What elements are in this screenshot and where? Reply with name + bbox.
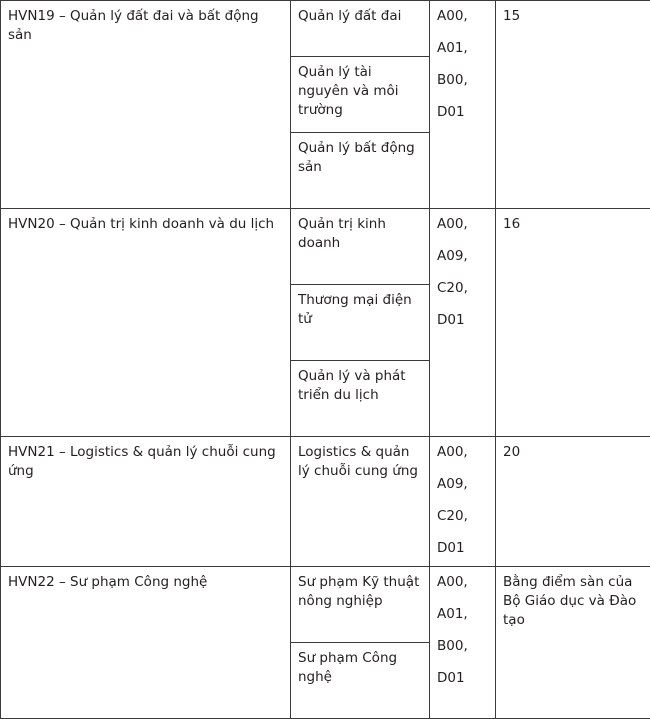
exam-block: A00, <box>437 443 488 462</box>
program-code-cell <box>1 1 291 209</box>
major-item: Sư phạm Công nghệ <box>291 642 429 718</box>
major-list-cell <box>291 209 430 437</box>
exam-block: B00, <box>437 637 488 656</box>
exam-block: C20, <box>437 279 488 298</box>
exam-blocks-cell <box>430 1 496 209</box>
exam-block: A00, <box>437 215 488 234</box>
major-item: Quản lý tài nguyên và môi trường <box>291 57 429 133</box>
major-item: Quản trị kinh doanh <box>291 209 429 285</box>
table-row <box>1 1 650 209</box>
quota-note-cell: Bằng điểm sàn của Bộ Giáo dục và Đào tạo <box>496 566 650 718</box>
major-list-cell <box>291 566 430 718</box>
major-item: Sư phạm Kỹ thuật nông nghiệp <box>291 567 429 643</box>
major-item: Thương mại điện tử <box>291 285 429 361</box>
program-code-text: HVN19 – Quản lý đất đai và bất động sản <box>8 8 259 43</box>
quota-note-cell: 20 <box>496 437 650 567</box>
exam-block: A09, <box>437 475 488 494</box>
major-item: Logistics & quản lý chuỗi cung ứng <box>291 437 429 488</box>
table-row <box>1 566 650 718</box>
major-item: Quản lý đất đai <box>291 1 429 57</box>
exam-block: D01 <box>437 539 488 558</box>
quota-note-cell: 15 <box>496 1 650 209</box>
exam-blocks-cell <box>430 437 496 567</box>
exam-block: D01 <box>437 311 488 330</box>
major-item: Quản lý bất động sản <box>291 133 429 209</box>
major-list-cell <box>291 1 430 209</box>
exam-blocks-cell <box>430 209 496 437</box>
exam-block: B00, <box>437 71 488 90</box>
major-list-cell <box>291 437 430 567</box>
exam-block: A01, <box>437 605 488 624</box>
program-code-text: HVN21 – Logistics & quản lý chuỗi cung ứng <box>8 444 276 479</box>
exam-block: A00, <box>437 573 488 592</box>
major-sublist <box>291 1 429 208</box>
program-code-cell <box>1 566 291 718</box>
major-sublist <box>291 567 429 718</box>
exam-block: C20, <box>437 507 488 526</box>
program-code-text: HVN20 – Quản trị kinh doanh và du lịch <box>8 216 274 232</box>
exam-block: D01 <box>437 103 488 122</box>
major-sublist <box>291 209 429 436</box>
program-code-cell <box>1 437 291 567</box>
major-sublist <box>291 437 429 488</box>
major-item: Quản lý và phát triển du lịch <box>291 361 429 437</box>
program-code-text: HVN22 – Sư phạm Công nghệ <box>8 574 207 590</box>
exam-block: A00, <box>437 7 488 26</box>
exam-blocks-cell <box>430 566 496 718</box>
table-row <box>1 437 650 567</box>
table-row <box>1 209 650 437</box>
program-code-cell <box>1 209 291 437</box>
exam-block: D01 <box>437 669 488 688</box>
exam-block: A01, <box>437 39 488 58</box>
exam-block: A09, <box>437 247 488 266</box>
quota-note-cell: 16 <box>496 209 650 437</box>
